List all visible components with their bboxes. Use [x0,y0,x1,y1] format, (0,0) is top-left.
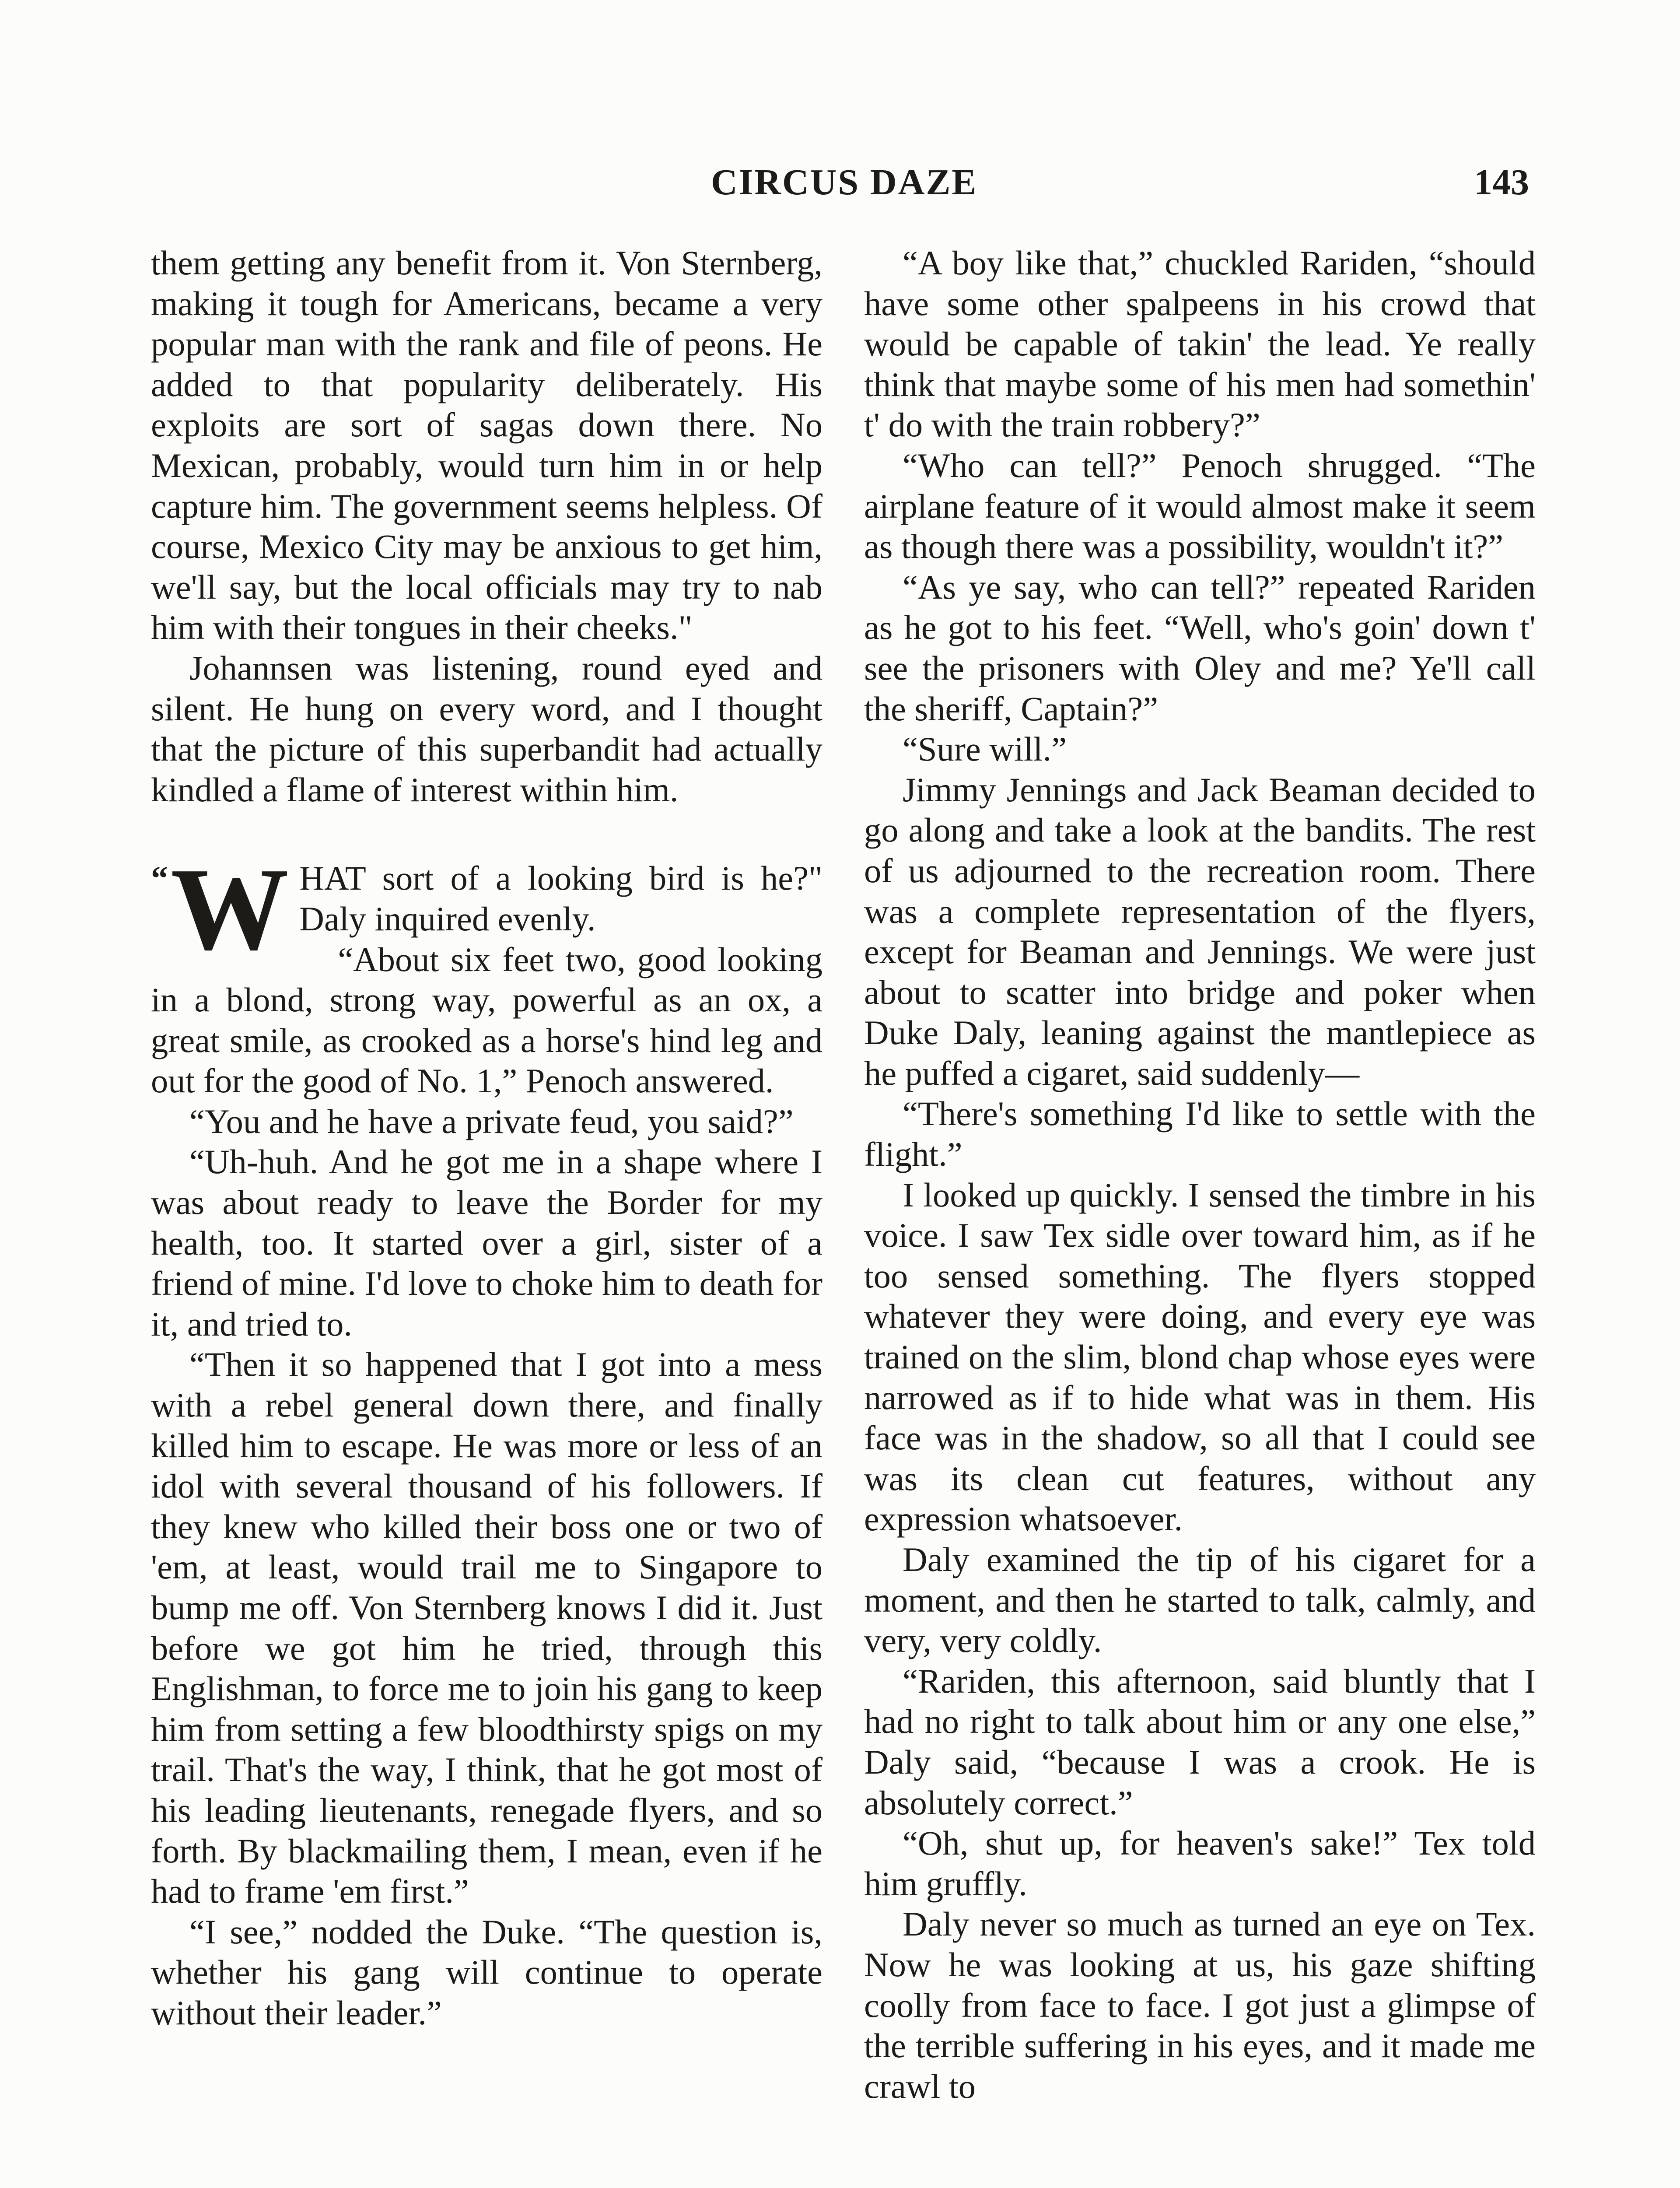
paragraph-text: HAT sort of a looking bird is he?" Daly inquired evenly. [299,859,822,938]
paragraph: Johannsen was listening, round eyed and silent. He hung on every word, and I thought that the picture of this superbandit had actually kindled a flame of interest within him. [151,649,822,809]
paragraph: “Rariden, this afternoon, said bluntly that I had no right to talk about him or any one else,” Daly said, “because I was a crook. He is absolutely correct.” [864,1662,1536,1822]
paragraph: “Uh-huh. And he got me in a shape where I was about ready to leave the Border for my health, too. It started over a girl, sister of a friend of mine. I'd love to choke him to death for it, and tried to. [151,1143,822,1343]
paragraph: “Sure will.” [903,730,1067,768]
drop-cap-letter: W [171,844,289,975]
paragraph: “Oh, shut up, for heaven's sake!” Tex told him gruffly. [864,1824,1536,1903]
paragraph: “A boy like that,” chuckled Rariden, “should have some other spalpeens in his crowd that would be capable of takin' the lead. Ye really think that maybe some of his men had somethin' t' do with the train robbery?” [864,244,1536,444]
paragraph: “About six feet two, good looking in a blond, strong way, powerful as an ox, a great smile, as crooked as a horse's hind leg and out for the good of No. 1,” Penoch answered. [151,940,822,1100]
running-title: CIRCUS DAZE [711,162,978,203]
page-number: 143 [1474,162,1529,203]
opening-quote: “ [151,859,168,898]
paragraph: “There's something I'd like to settle with the flight.” [864,1094,1536,1174]
paragraph: “Then it so happened that I got into a mess with a rebel general down there, and finally killed him to escape. He was more or less of an idol with several thousand of his followers. If they knew who killed their boss one or two of 'em, at least, would trail me to Singapore to bump me off. Von Sternberg knows I did it. Just before we got him he tried, through this Englishman, to force me to join his gang to keep him from setting a few bloodthirsty spigs on my trail. That's the way, I think, that he got most of his leading lieutenants, renegade flyers, and so forth. By blackmailing them, I mean, even if he had to frame 'em first.” [151,1345,822,1911]
paragraph: “I see,” nodded the Duke. “The question is, whether his gang will continue to operate without their leader.” [151,1912,822,2032]
paragraph: “As ye say, who can tell?” repeated Rariden as he got to his feet. “Well, who's goin' down t' see the prisoners with Oley and me? Ye'll call the sheriff, Captain?” [864,568,1536,728]
paragraph: “You and he have a private feud, you said?” [189,1102,794,1140]
running-head [0,161,1680,209]
left-column [151,243,822,2034]
paragraph: Daly never so much as turned an eye on Tex. Now he was looking at us, his gaze shifting coolly from face to face. I got just a glimpse of the terrible suffering in his eyes, and it made me crawl to [864,1905,1536,2105]
paragraph: them getting any benefit from it. Von Sternberg, making it tough for Americans, became a very popular man with the rank and file of peons. He added to that popularity deliberately. His exploits are sort of sagas down there. No Mexican, probably, would turn him in or help capture him. The government seems helpless. Of course, Mexico City may be anxious to get him, we'll say, but the local officials may try to nab him with their tongues in their cheeks." [151,244,822,647]
right-column [864,243,1536,2107]
dropcap-paragraph [151,844,822,975]
paragraph: I looked up quickly. I sensed the timbre in his voice. I saw Tex sidle over toward him, as if he too sensed something. The flyers stopped whatever they were doing, and every eye was trained on the slim, blond chap whose eyes were narrowed as if to hide what was in them. His face was in the shadow, so all that I could see was its clean cut features, without any expression whatsoever. [864,1175,1536,1538]
paragraph: Jimmy Jennings and Jack Beaman decided to go along and take a look at the bandits. The rest of us adjourned to the recreation room. There was a complete representation of the flyers, except for Beaman and Jennings. We were just about to scatter into bridge and poker when Duke Daly, leaning against the mantlepiece as he puffed a cigaret, said suddenly— [864,770,1536,1092]
paragraph: “Who can tell?” Penoch shrugged. “The airplane feature of it would almost make it seem as though there was a possibility, wouldn't it?” [864,446,1536,566]
paragraph: Daly examined the tip of his cigaret for a moment, and then he started to talk, calmly, and very, very coldly. [864,1540,1536,1660]
